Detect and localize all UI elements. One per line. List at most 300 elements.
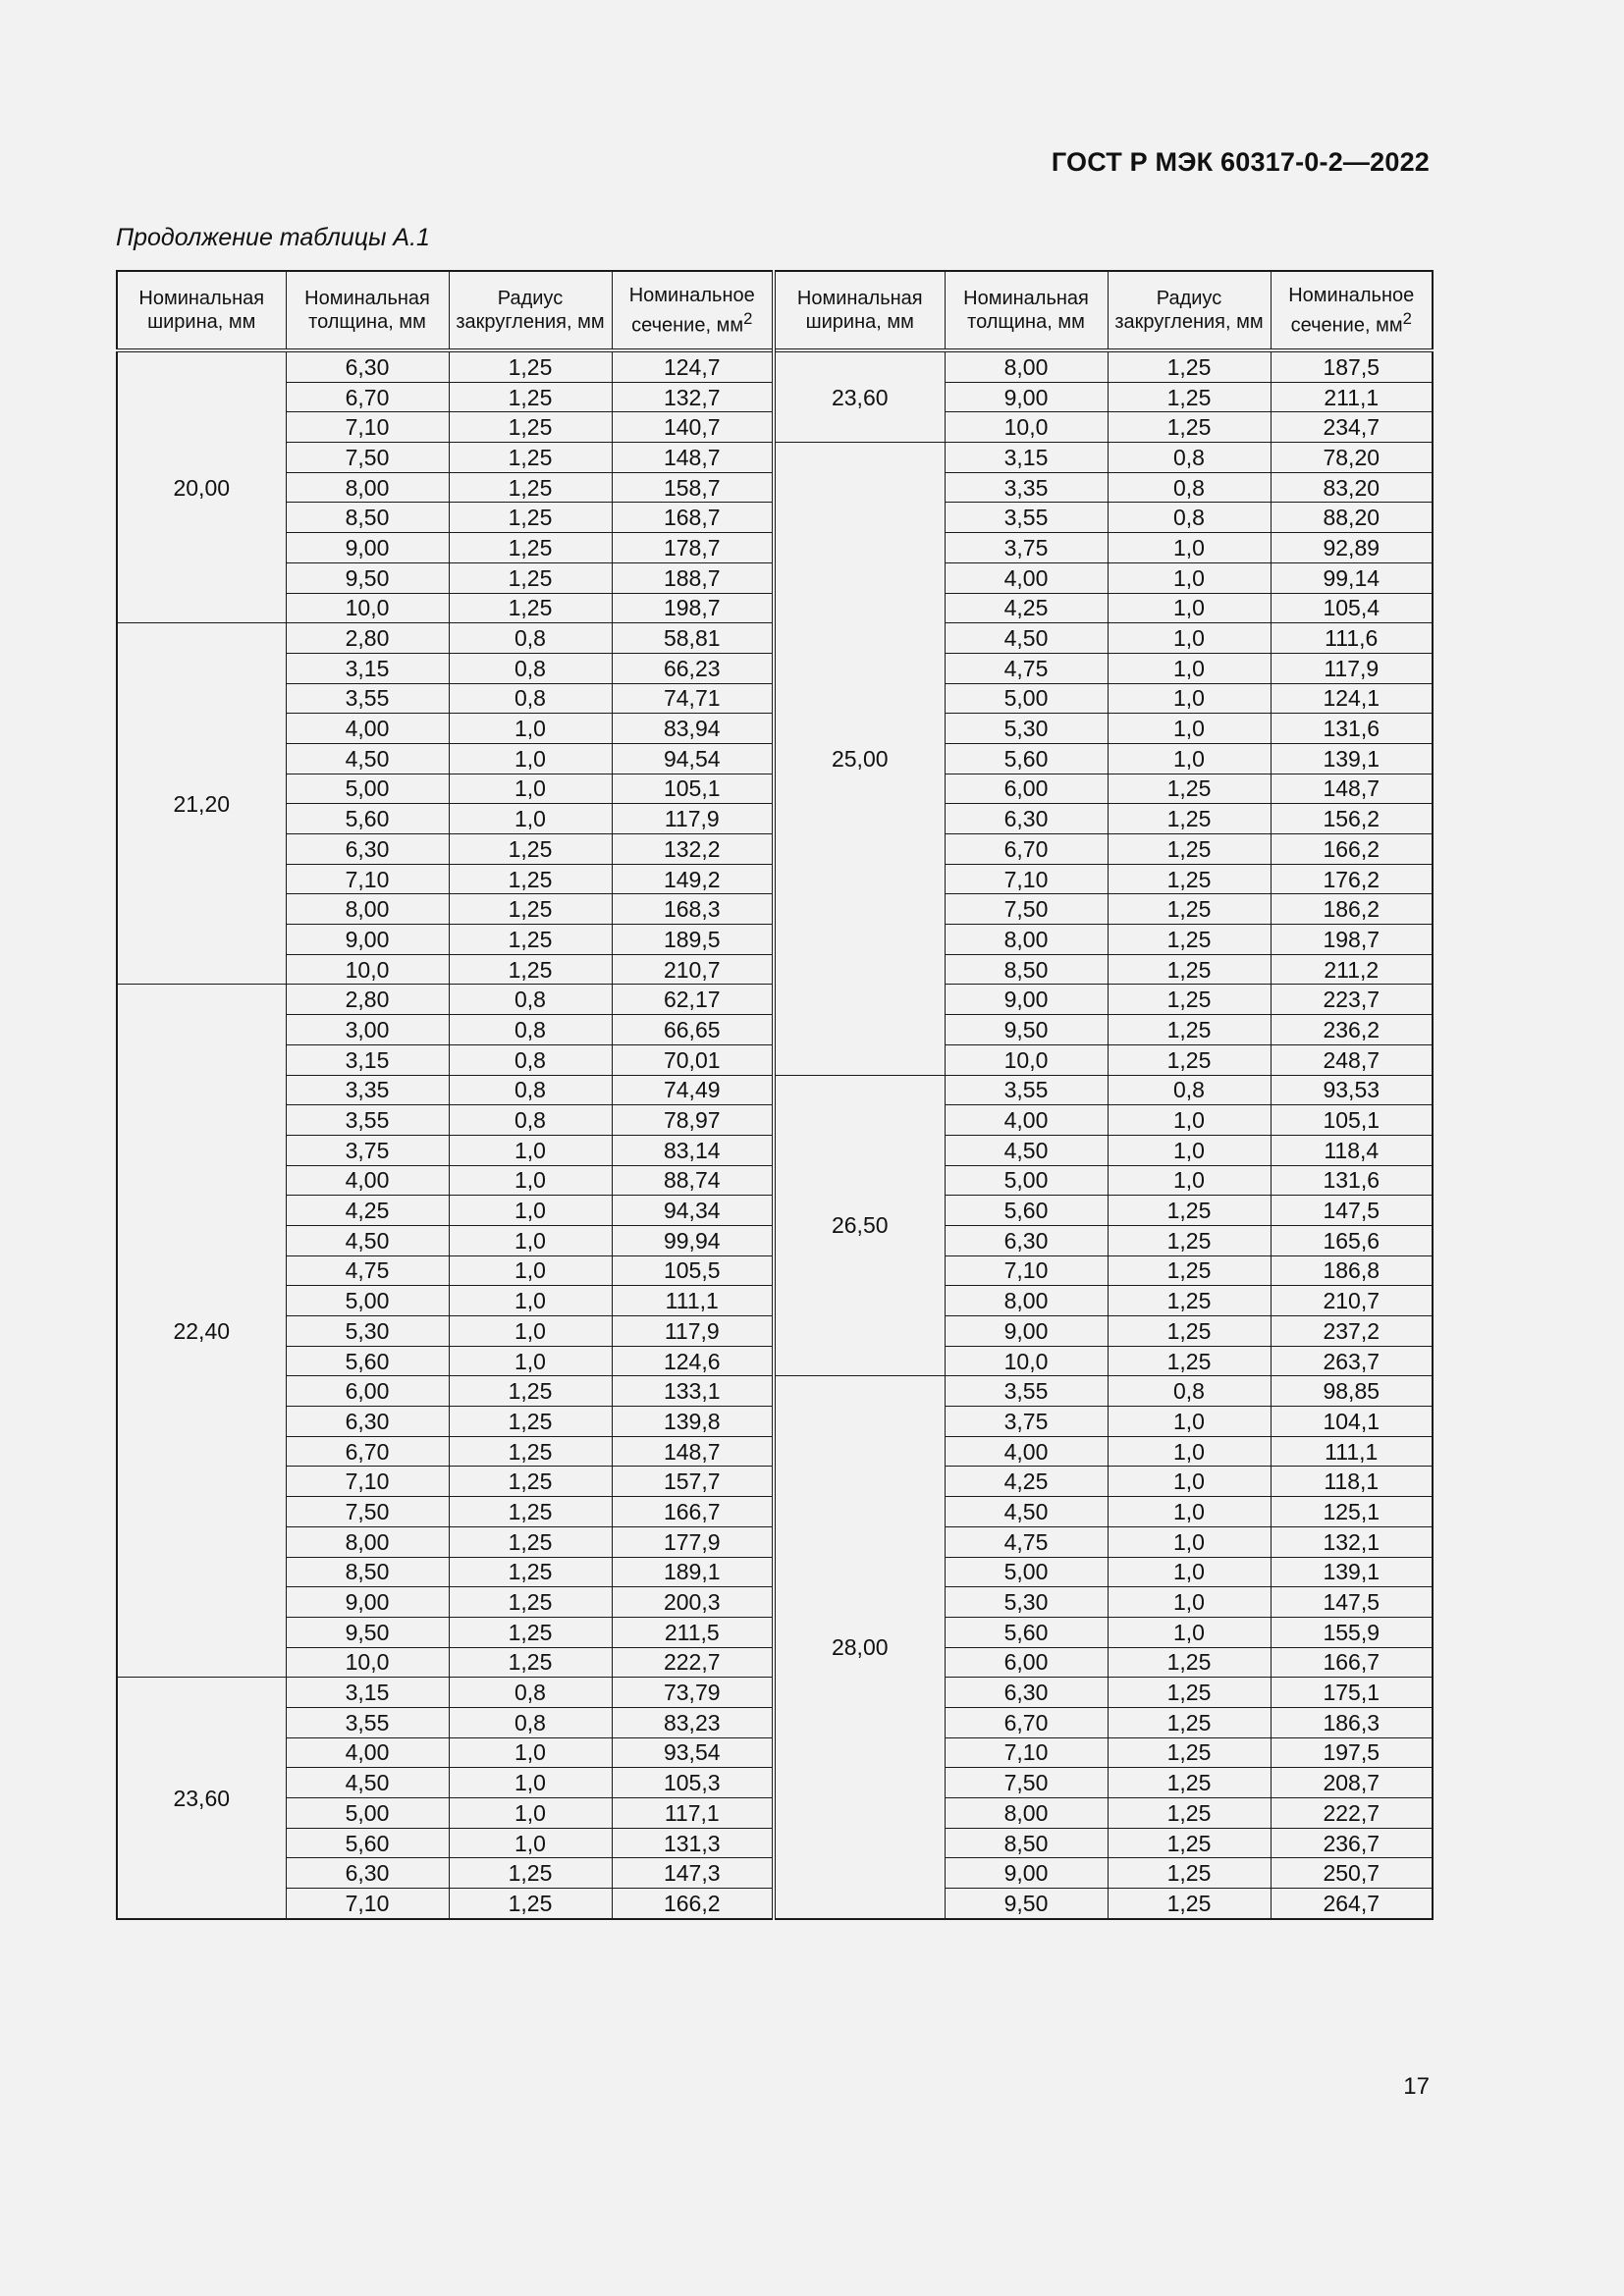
section-cell: 156,2 xyxy=(1271,804,1433,834)
radius-cell: 1,0 xyxy=(1108,533,1271,563)
section-cell: 189,5 xyxy=(612,925,774,955)
thickness-cell: 10,0 xyxy=(945,1346,1108,1376)
radius-cell: 1,0 xyxy=(1108,1135,1271,1165)
thickness-cell: 10,0 xyxy=(286,593,449,623)
section-cell: 66,23 xyxy=(612,653,774,683)
thickness-cell: 8,00 xyxy=(286,894,449,925)
radius-cell: 1,25 xyxy=(449,443,612,473)
section-cell: 168,3 xyxy=(612,894,774,925)
radius-cell: 1,25 xyxy=(1108,774,1271,804)
radius-cell: 1,25 xyxy=(449,1497,612,1527)
radius-cell: 1,0 xyxy=(1108,1526,1271,1557)
radius-cell: 1,25 xyxy=(449,1557,612,1587)
thickness-cell: 8,00 xyxy=(286,1526,449,1557)
thickness-cell: 8,50 xyxy=(286,1557,449,1587)
section-cell: 147,3 xyxy=(612,1858,774,1889)
thickness-cell: 4,25 xyxy=(945,593,1108,623)
section-cell: 133,1 xyxy=(612,1376,774,1407)
section-cell: 186,3 xyxy=(1271,1707,1433,1737)
section-cell: 234,7 xyxy=(1271,412,1433,443)
section-cell: 176,2 xyxy=(1271,864,1433,894)
thickness-cell: 5,30 xyxy=(945,714,1108,744)
section-cell: 132,2 xyxy=(612,834,774,865)
section-cell: 139,1 xyxy=(1271,743,1433,774)
radius-cell: 1,25 xyxy=(449,1526,612,1557)
section-cell: 111,6 xyxy=(1271,623,1433,654)
thickness-cell: 9,00 xyxy=(945,382,1108,412)
section-cell: 139,1 xyxy=(1271,1557,1433,1587)
section-cell: 73,79 xyxy=(612,1678,774,1708)
thickness-cell: 10,0 xyxy=(286,954,449,985)
thickness-cell: 5,60 xyxy=(286,1346,449,1376)
radius-cell: 1,0 xyxy=(449,1798,612,1829)
header-width-left: Номинальная ширина, мм xyxy=(117,271,286,350)
section-cell: 157,7 xyxy=(612,1467,774,1497)
section-cell: 88,20 xyxy=(1271,503,1433,533)
document-code: ГОСТ Р МЭК 60317-0-2—2022 xyxy=(1051,147,1430,177)
section-cell: 124,7 xyxy=(612,350,774,382)
radius-cell: 1,25 xyxy=(449,1436,612,1467)
radius-cell: 1,0 xyxy=(1108,1407,1271,1437)
thickness-cell: 6,30 xyxy=(945,1225,1108,1255)
section-cell: 165,6 xyxy=(1271,1225,1433,1255)
radius-cell: 0,8 xyxy=(449,1678,612,1708)
section-cell: 117,9 xyxy=(1271,653,1433,683)
radius-cell: 1,25 xyxy=(449,472,612,503)
section-cell: 88,74 xyxy=(612,1165,774,1196)
header-section-label: Номинальное сечение, мм xyxy=(1288,284,1415,337)
section-cell: 210,7 xyxy=(612,954,774,985)
table-row xyxy=(117,1075,1433,1105)
section-cell: 105,3 xyxy=(612,1768,774,1798)
thickness-cell: 4,25 xyxy=(945,1467,1108,1497)
section-cell: 198,7 xyxy=(1271,925,1433,955)
thickness-cell: 7,10 xyxy=(286,1467,449,1497)
radius-cell: 1,25 xyxy=(1108,1858,1271,1889)
radius-cell: 1,0 xyxy=(449,1316,612,1347)
radius-cell: 1,0 xyxy=(449,714,612,744)
radius-cell: 0,8 xyxy=(1108,503,1271,533)
thickness-cell: 5,60 xyxy=(286,1828,449,1858)
thickness-cell: 6,30 xyxy=(286,350,449,382)
section-cell: 148,7 xyxy=(1271,774,1433,804)
thickness-cell: 3,00 xyxy=(286,1015,449,1045)
section-cell: 155,9 xyxy=(1271,1617,1433,1647)
thickness-cell: 7,10 xyxy=(286,1889,449,1919)
section-cell: 83,20 xyxy=(1271,472,1433,503)
radius-cell: 1,25 xyxy=(449,1647,612,1678)
thickness-cell: 8,50 xyxy=(286,503,449,533)
section-cell: 236,7 xyxy=(1271,1828,1433,1858)
thickness-cell: 6,70 xyxy=(945,834,1108,865)
radius-cell: 0,8 xyxy=(449,1075,612,1105)
radius-cell: 1,25 xyxy=(449,1376,612,1407)
radius-cell: 1,0 xyxy=(449,1255,612,1286)
width-cell: 23,60 xyxy=(774,350,945,443)
section-cell: 187,5 xyxy=(1271,350,1433,382)
radius-cell: 1,0 xyxy=(1108,1165,1271,1196)
header-section-left xyxy=(612,271,774,350)
width-cell: 25,00 xyxy=(774,443,945,1075)
section-cell: 105,1 xyxy=(612,774,774,804)
radius-cell: 1,0 xyxy=(1108,1587,1271,1618)
thickness-cell: 7,10 xyxy=(945,1737,1108,1768)
thickness-cell: 9,00 xyxy=(286,1587,449,1618)
radius-cell: 1,25 xyxy=(1108,1316,1271,1347)
radius-cell: 1,0 xyxy=(1108,1617,1271,1647)
section-cell: 117,1 xyxy=(612,1798,774,1829)
section-cell: 98,85 xyxy=(1271,1376,1433,1407)
radius-cell: 1,25 xyxy=(1108,1828,1271,1858)
thickness-cell: 7,10 xyxy=(945,864,1108,894)
width-cell: 20,00 xyxy=(117,350,286,623)
radius-cell: 1,25 xyxy=(1108,985,1271,1015)
radius-cell: 1,25 xyxy=(1108,894,1271,925)
thickness-cell: 4,50 xyxy=(945,1497,1108,1527)
radius-cell: 1,0 xyxy=(449,1165,612,1196)
radius-cell: 1,0 xyxy=(1108,1436,1271,1467)
page-number: 17 xyxy=(1403,2073,1430,2100)
section-cell: 188,7 xyxy=(612,562,774,593)
thickness-cell: 3,15 xyxy=(286,1044,449,1075)
thickness-cell: 3,75 xyxy=(286,1135,449,1165)
thickness-cell: 4,75 xyxy=(945,653,1108,683)
section-cell: 158,7 xyxy=(612,472,774,503)
thickness-cell: 6,30 xyxy=(945,804,1108,834)
thickness-cell: 5,00 xyxy=(286,1286,449,1316)
radius-cell: 0,8 xyxy=(449,1044,612,1075)
thickness-cell: 7,10 xyxy=(286,412,449,443)
section-cell: 175,1 xyxy=(1271,1678,1433,1708)
thickness-cell: 9,50 xyxy=(945,1015,1108,1045)
section-cell: 111,1 xyxy=(612,1286,774,1316)
header-section-superscript: 2 xyxy=(1402,308,1412,328)
thickness-cell: 7,50 xyxy=(945,894,1108,925)
thickness-cell: 8,00 xyxy=(286,472,449,503)
table-caption: Продолжение таблицы А.1 xyxy=(116,224,430,251)
thickness-cell: 3,15 xyxy=(286,653,449,683)
header-radius-left: Радиус закругления, мм xyxy=(449,271,612,350)
section-cell: 140,7 xyxy=(612,412,774,443)
section-cell: 210,7 xyxy=(1271,1286,1433,1316)
thickness-cell: 8,50 xyxy=(945,954,1108,985)
thickness-cell: 5,60 xyxy=(286,804,449,834)
section-cell: 198,7 xyxy=(612,593,774,623)
header-thickness-left: Номинальная толщина, мм xyxy=(286,271,449,350)
thickness-cell: 3,15 xyxy=(286,1678,449,1708)
radius-cell: 1,0 xyxy=(449,774,612,804)
section-cell: 237,2 xyxy=(1271,1316,1433,1347)
section-cell: 223,7 xyxy=(1271,985,1433,1015)
radius-cell: 1,25 xyxy=(1108,1678,1271,1708)
thickness-cell: 9,00 xyxy=(286,533,449,563)
thickness-cell: 4,75 xyxy=(286,1255,449,1286)
section-cell: 111,1 xyxy=(1271,1436,1433,1467)
radius-cell: 1,0 xyxy=(449,1768,612,1798)
radius-cell: 1,25 xyxy=(449,1467,612,1497)
section-cell: 78,97 xyxy=(612,1105,774,1136)
width-cell: 22,40 xyxy=(117,985,286,1678)
radius-cell: 1,25 xyxy=(1108,1044,1271,1075)
thickness-cell: 7,50 xyxy=(286,443,449,473)
radius-cell: 1,25 xyxy=(449,925,612,955)
section-cell: 74,49 xyxy=(612,1075,774,1105)
radius-cell: 1,25 xyxy=(1108,834,1271,865)
section-cell: 264,7 xyxy=(1271,1889,1433,1919)
radius-cell: 1,0 xyxy=(449,1286,612,1316)
radius-cell: 1,0 xyxy=(1108,743,1271,774)
section-cell: 208,7 xyxy=(1271,1768,1433,1798)
thickness-cell: 7,10 xyxy=(286,864,449,894)
radius-cell: 1,25 xyxy=(1108,1286,1271,1316)
radius-cell: 1,0 xyxy=(449,1737,612,1768)
radius-cell: 1,25 xyxy=(1108,864,1271,894)
radius-cell: 1,25 xyxy=(449,382,612,412)
section-cell: 248,7 xyxy=(1271,1044,1433,1075)
section-cell: 132,1 xyxy=(1271,1526,1433,1557)
thickness-cell: 5,60 xyxy=(945,743,1108,774)
thickness-cell: 3,55 xyxy=(945,503,1108,533)
section-cell: 166,2 xyxy=(1271,834,1433,865)
radius-cell: 0,8 xyxy=(1108,472,1271,503)
radius-cell: 1,25 xyxy=(1108,954,1271,985)
radius-cell: 0,8 xyxy=(449,683,612,714)
section-cell: 189,1 xyxy=(612,1557,774,1587)
section-cell: 222,7 xyxy=(1271,1798,1433,1829)
thickness-cell: 3,55 xyxy=(286,1707,449,1737)
thickness-cell: 4,50 xyxy=(286,743,449,774)
thickness-cell: 5,00 xyxy=(286,1798,449,1829)
radius-cell: 0,8 xyxy=(449,1105,612,1136)
table-row xyxy=(117,443,1433,473)
header-thickness-right: Номинальная толщина, мм xyxy=(945,271,1108,350)
thickness-cell: 8,00 xyxy=(945,1798,1108,1829)
width-cell: 28,00 xyxy=(774,1376,945,1919)
radius-cell: 1,0 xyxy=(1108,593,1271,623)
section-cell: 83,14 xyxy=(612,1135,774,1165)
radius-cell: 1,0 xyxy=(1108,562,1271,593)
header-section-right xyxy=(1271,271,1433,350)
thickness-cell: 6,70 xyxy=(286,1436,449,1467)
radius-cell: 1,25 xyxy=(1108,1647,1271,1678)
radius-cell: 1,0 xyxy=(1108,1467,1271,1497)
radius-cell: 1,25 xyxy=(449,864,612,894)
thickness-cell: 6,00 xyxy=(945,774,1108,804)
radius-cell: 1,25 xyxy=(1108,1707,1271,1737)
thickness-cell: 4,00 xyxy=(945,1105,1108,1136)
section-cell: 166,2 xyxy=(612,1889,774,1919)
thickness-cell: 4,00 xyxy=(945,562,1108,593)
section-cell: 125,1 xyxy=(1271,1497,1433,1527)
section-cell: 166,7 xyxy=(1271,1647,1433,1678)
radius-cell: 0,8 xyxy=(449,985,612,1015)
radius-cell: 1,25 xyxy=(449,1617,612,1647)
radius-cell: 1,25 xyxy=(1108,1255,1271,1286)
section-cell: 118,1 xyxy=(1271,1467,1433,1497)
thickness-cell: 4,50 xyxy=(945,623,1108,654)
thickness-cell: 3,75 xyxy=(945,533,1108,563)
radius-cell: 1,25 xyxy=(1108,925,1271,955)
thickness-cell: 4,75 xyxy=(945,1526,1108,1557)
table-body xyxy=(117,350,1433,1919)
table-row xyxy=(117,1376,1433,1407)
section-cell: 74,71 xyxy=(612,683,774,714)
section-cell: 62,17 xyxy=(612,985,774,1015)
thickness-cell: 3,75 xyxy=(945,1407,1108,1437)
section-cell: 197,5 xyxy=(1271,1737,1433,1768)
header-width-right: Номинальная ширина, мм xyxy=(774,271,945,350)
width-cell: 21,20 xyxy=(117,623,286,985)
radius-cell: 1,25 xyxy=(449,954,612,985)
radius-cell: 1,25 xyxy=(1108,1889,1271,1919)
thickness-cell: 6,00 xyxy=(945,1647,1108,1678)
thickness-cell: 9,00 xyxy=(945,985,1108,1015)
section-cell: 148,7 xyxy=(612,1436,774,1467)
section-cell: 250,7 xyxy=(1271,1858,1433,1889)
thickness-cell: 6,00 xyxy=(286,1376,449,1407)
dimensions-table xyxy=(116,270,1434,1920)
thickness-cell: 3,15 xyxy=(945,443,1108,473)
radius-cell: 1,25 xyxy=(1108,1737,1271,1768)
section-cell: 149,2 xyxy=(612,864,774,894)
thickness-cell: 2,80 xyxy=(286,985,449,1015)
thickness-cell: 8,00 xyxy=(945,1286,1108,1316)
section-cell: 148,7 xyxy=(612,443,774,473)
section-cell: 211,1 xyxy=(1271,382,1433,412)
section-cell: 99,14 xyxy=(1271,562,1433,593)
thickness-cell: 3,35 xyxy=(945,472,1108,503)
radius-cell: 1,25 xyxy=(449,503,612,533)
section-cell: 117,9 xyxy=(612,1316,774,1347)
section-cell: 132,7 xyxy=(612,382,774,412)
thickness-cell: 7,10 xyxy=(945,1255,1108,1286)
section-cell: 78,20 xyxy=(1271,443,1433,473)
section-cell: 117,9 xyxy=(612,804,774,834)
thickness-cell: 6,30 xyxy=(286,1858,449,1889)
section-cell: 66,65 xyxy=(612,1015,774,1045)
section-cell: 93,53 xyxy=(1271,1075,1433,1105)
radius-cell: 1,0 xyxy=(1108,1497,1271,1527)
section-cell: 200,3 xyxy=(612,1587,774,1618)
thickness-cell: 5,60 xyxy=(945,1617,1108,1647)
radius-cell: 1,25 xyxy=(1108,1225,1271,1255)
table-row xyxy=(117,350,1433,382)
thickness-cell: 6,30 xyxy=(286,834,449,865)
radius-cell: 1,0 xyxy=(449,1828,612,1858)
section-cell: 211,5 xyxy=(612,1617,774,1647)
thickness-cell: 3,35 xyxy=(286,1075,449,1105)
thickness-cell: 8,50 xyxy=(945,1828,1108,1858)
radius-cell: 1,25 xyxy=(1108,350,1271,382)
thickness-cell: 3,55 xyxy=(286,1105,449,1136)
thickness-cell: 8,00 xyxy=(945,925,1108,955)
section-cell: 139,8 xyxy=(612,1407,774,1437)
thickness-cell: 7,50 xyxy=(286,1497,449,1527)
section-cell: 263,7 xyxy=(1271,1346,1433,1376)
radius-cell: 1,25 xyxy=(1108,1015,1271,1045)
table-header-row xyxy=(117,271,1433,350)
radius-cell: 1,0 xyxy=(1108,653,1271,683)
thickness-cell: 5,00 xyxy=(945,683,1108,714)
radius-cell: 1,0 xyxy=(449,1196,612,1226)
section-cell: 105,4 xyxy=(1271,593,1433,623)
radius-cell: 1,0 xyxy=(1108,623,1271,654)
thickness-cell: 3,55 xyxy=(286,683,449,714)
section-cell: 94,34 xyxy=(612,1196,774,1226)
radius-cell: 1,25 xyxy=(449,1407,612,1437)
section-cell: 93,54 xyxy=(612,1737,774,1768)
radius-cell: 1,25 xyxy=(449,834,612,865)
radius-cell: 1,0 xyxy=(1108,1557,1271,1587)
radius-cell: 1,0 xyxy=(1108,714,1271,744)
thickness-cell: 8,00 xyxy=(945,350,1108,382)
thickness-cell: 3,55 xyxy=(945,1376,1108,1407)
radius-cell: 1,25 xyxy=(449,562,612,593)
section-cell: 70,01 xyxy=(612,1044,774,1075)
section-cell: 211,2 xyxy=(1271,954,1433,985)
thickness-cell: 4,25 xyxy=(286,1196,449,1226)
radius-cell: 1,25 xyxy=(449,1889,612,1919)
radius-cell: 1,0 xyxy=(449,804,612,834)
header-section-label: Номинальное сечение, мм xyxy=(628,284,755,337)
section-cell: 99,94 xyxy=(612,1225,774,1255)
section-cell: 177,9 xyxy=(612,1526,774,1557)
radius-cell: 1,25 xyxy=(1108,1196,1271,1226)
thickness-cell: 10,0 xyxy=(286,1647,449,1678)
thickness-cell: 10,0 xyxy=(945,412,1108,443)
section-cell: 166,7 xyxy=(612,1497,774,1527)
section-cell: 147,5 xyxy=(1271,1196,1433,1226)
thickness-cell: 9,00 xyxy=(286,925,449,955)
thickness-cell: 10,0 xyxy=(945,1044,1108,1075)
radius-cell: 1,25 xyxy=(449,412,612,443)
thickness-cell: 9,00 xyxy=(945,1316,1108,1347)
section-cell: 124,1 xyxy=(1271,683,1433,714)
section-cell: 131,6 xyxy=(1271,714,1433,744)
thickness-cell: 4,50 xyxy=(945,1135,1108,1165)
section-cell: 222,7 xyxy=(612,1647,774,1678)
radius-cell: 1,25 xyxy=(1108,1798,1271,1829)
thickness-cell: 4,50 xyxy=(286,1768,449,1798)
radius-cell: 1,25 xyxy=(1108,1346,1271,1376)
section-cell: 58,81 xyxy=(612,623,774,654)
thickness-cell: 9,50 xyxy=(286,1617,449,1647)
thickness-cell: 4,00 xyxy=(286,1165,449,1196)
thickness-cell: 7,50 xyxy=(945,1768,1108,1798)
radius-cell: 0,8 xyxy=(449,1015,612,1045)
section-cell: 131,6 xyxy=(1271,1165,1433,1196)
thickness-cell: 5,00 xyxy=(945,1165,1108,1196)
width-cell: 26,50 xyxy=(774,1075,945,1376)
thickness-cell: 4,00 xyxy=(286,1737,449,1768)
section-cell: 186,2 xyxy=(1271,894,1433,925)
section-cell: 131,3 xyxy=(612,1828,774,1858)
header-section-superscript: 2 xyxy=(743,308,753,328)
thickness-cell: 4,50 xyxy=(286,1225,449,1255)
radius-cell: 1,25 xyxy=(449,593,612,623)
section-cell: 105,5 xyxy=(612,1255,774,1286)
thickness-cell: 6,30 xyxy=(945,1678,1108,1708)
section-cell: 83,23 xyxy=(612,1707,774,1737)
section-cell: 92,89 xyxy=(1271,533,1433,563)
section-cell: 186,8 xyxy=(1271,1255,1433,1286)
radius-cell: 1,0 xyxy=(1108,1105,1271,1136)
radius-cell: 1,0 xyxy=(449,743,612,774)
thickness-cell: 9,00 xyxy=(945,1858,1108,1889)
section-cell: 104,1 xyxy=(1271,1407,1433,1437)
thickness-cell: 3,55 xyxy=(945,1075,1108,1105)
radius-cell: 1,25 xyxy=(1108,804,1271,834)
